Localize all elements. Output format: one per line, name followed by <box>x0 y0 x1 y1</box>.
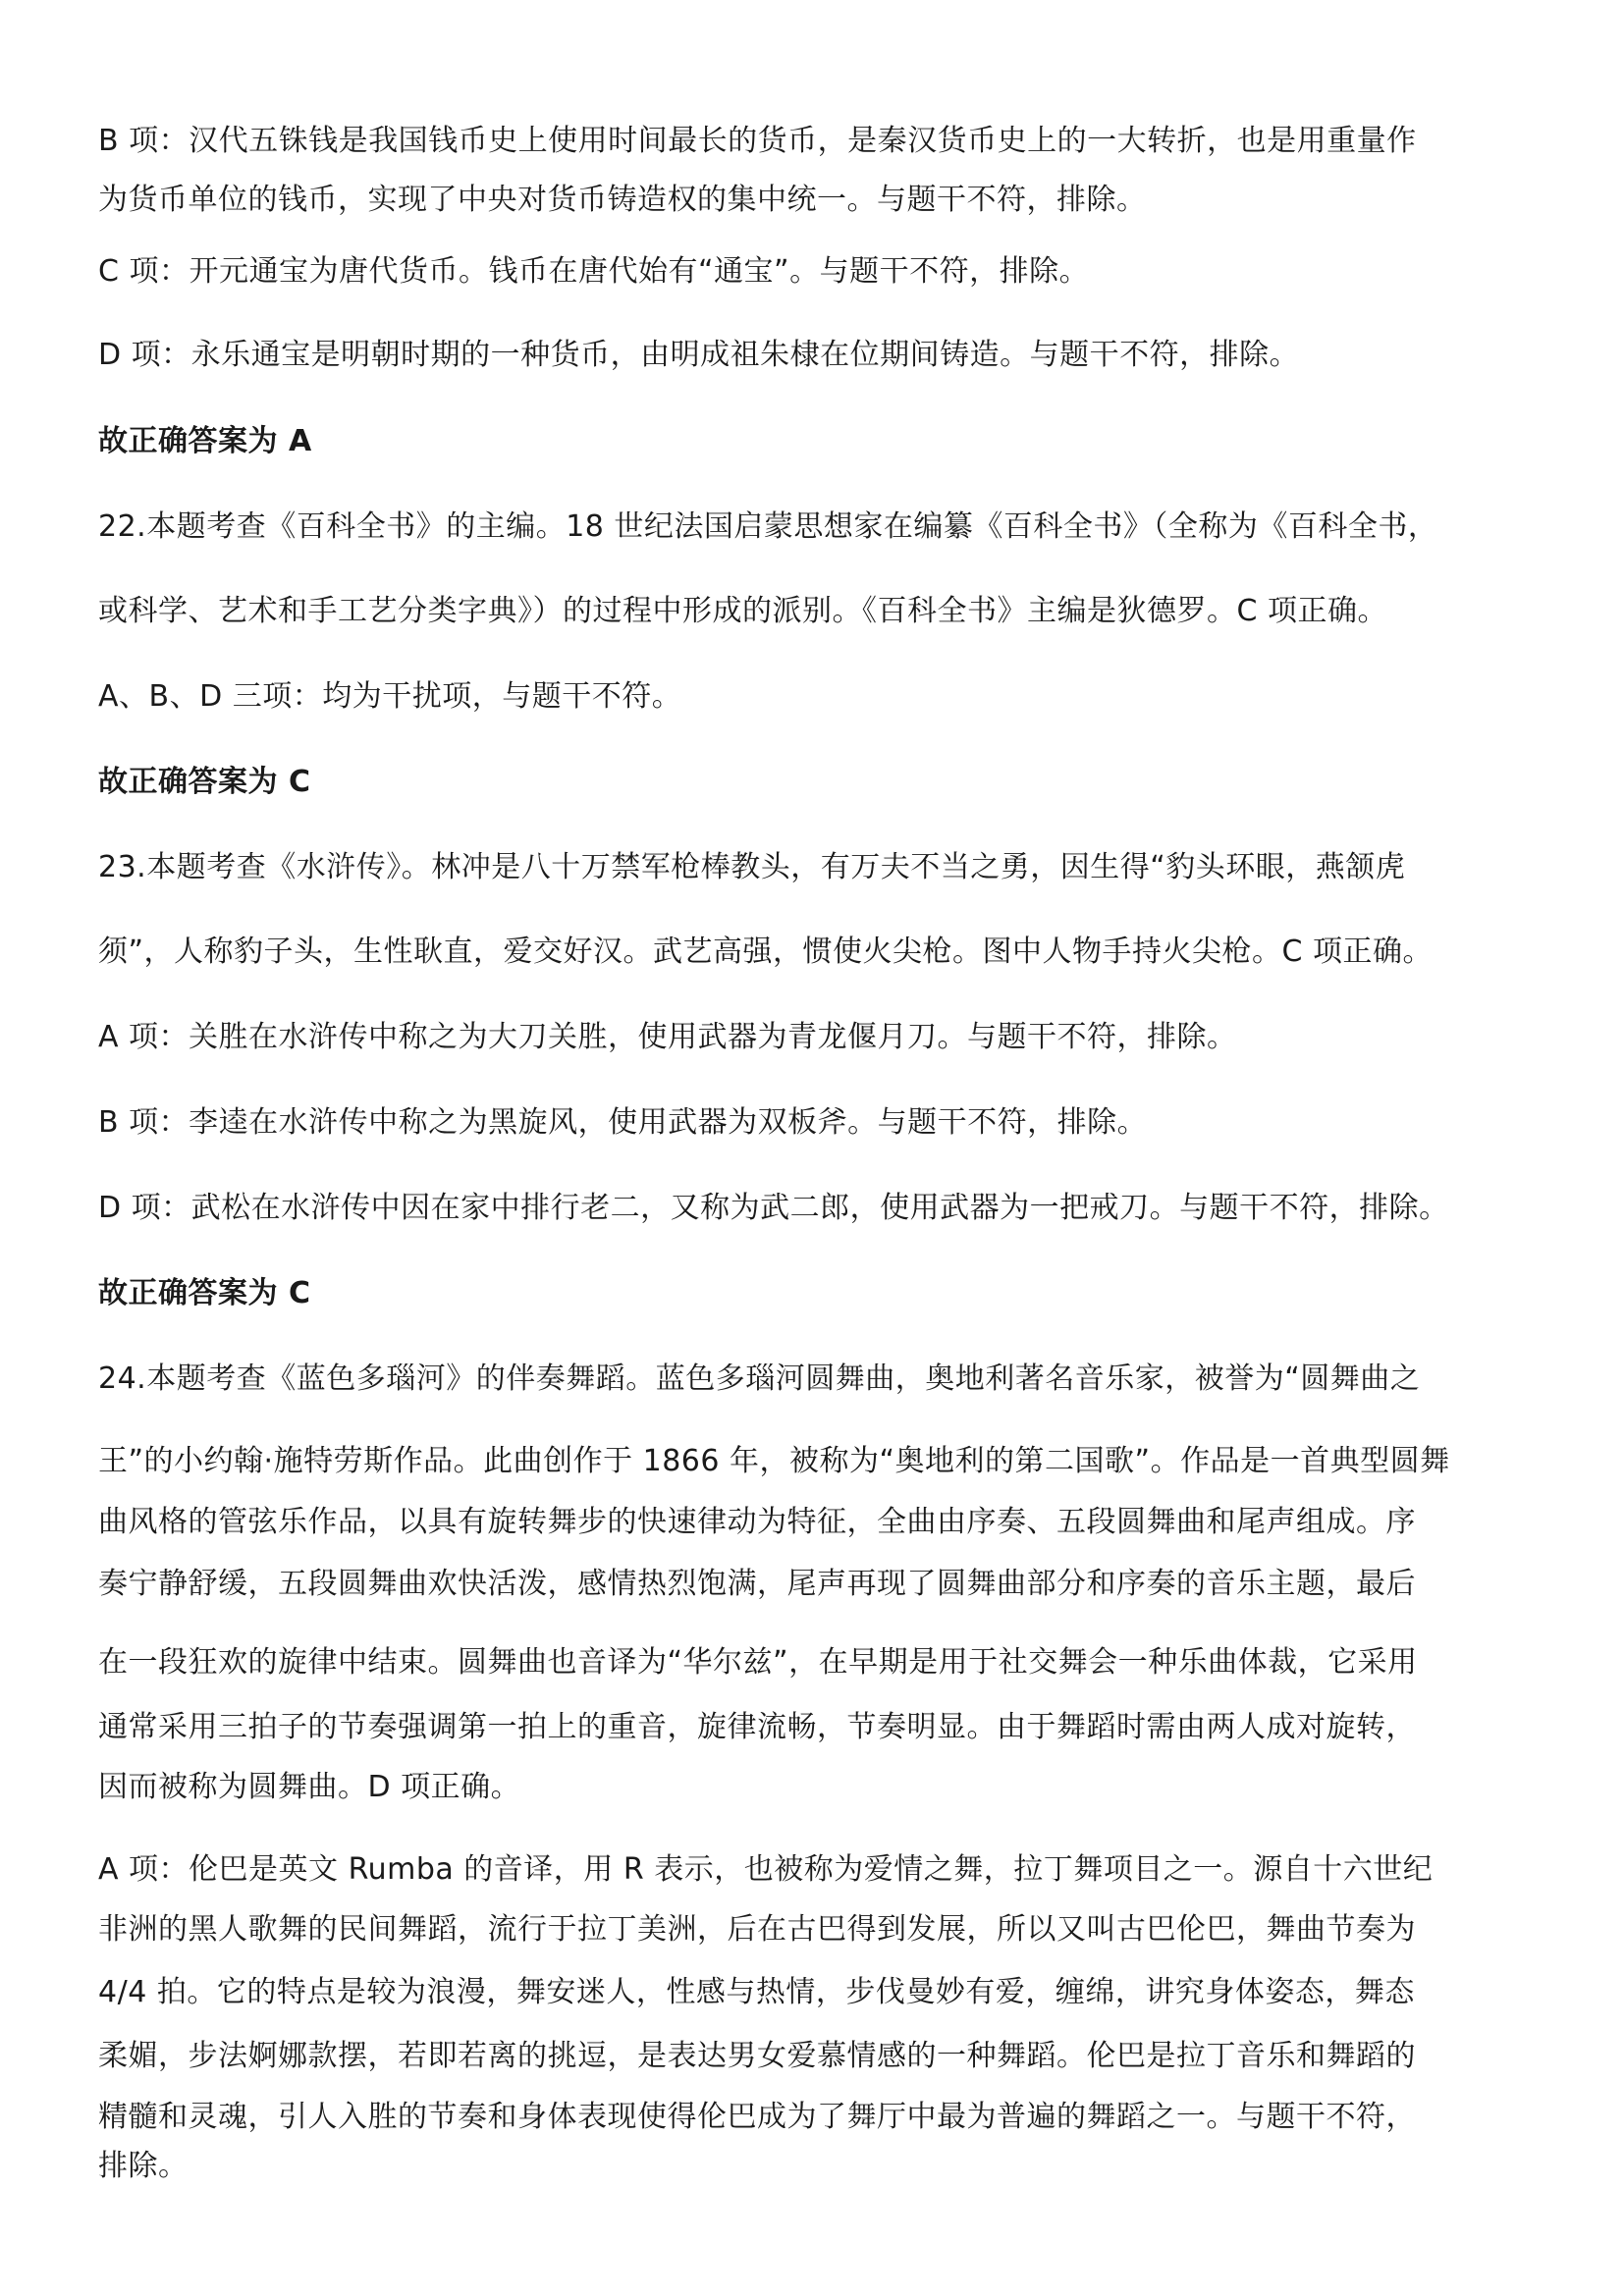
q24-option-a-line-4: 柔媚，步法婀娜款摆，若即若离的挑逗，是表达男女爱慕情感的一种舞蹈。伦巴是拉丁音乐和舞蹈的 <box>98 2039 1416 2073</box>
q21-option-d: D 项：永乐通宝是明朝时期的一种货币，由明成祖朱棣在位期间铸造。与题干不符，排除。 <box>98 338 1300 372</box>
q24-option-a-line-5: 精髓和灵魂，引人入胜的节奏和身体表现使得伦巴成为了舞厅中最为普遍的舞蹈之一。与题干不符， <box>98 2100 1416 2134</box>
q22-other-options: A、B、D 三项：均为干扰项，与题干不符。 <box>98 679 682 714</box>
q21-answer: 故正确答案为 A <box>98 424 312 458</box>
q24-option-a-line-6: 排除。 <box>98 2149 189 2183</box>
q24-body-line-6: 通常采用三拍子的节奏强调第一拍上的重音，旋律流畅，节奏明显。由于舞蹈时需由两人成对旋转， <box>98 1710 1416 1744</box>
q24-body-line-7: 因而被称为圆舞曲。D 项正确。 <box>98 1770 521 1804</box>
q24-body-line-4: 奏宁静舒缓，五段圆舞曲欢快活泼，感情热烈饱满，尾声再现了圆舞曲部分和序奏的音乐主题，最后 <box>98 1567 1416 1601</box>
q24-body-line-5: 在一段狂欢的旋律中结束。圆舞曲也音译为“华尔兹”，在早期是用于社交舞会一种乐曲体裁，它采用 <box>98 1645 1418 1680</box>
q23-answer: 故正确答案为 C <box>98 1276 311 1310</box>
q24-option-a-line-3: 4/4 拍。它的特点是较为浪漫，舞安迷人，性感与热情，步伐曼妙有爱，缠绵，讲究身体姿态，舞态 <box>98 1975 1415 2009</box>
q23-body-line-1: 23.本题考查《水浒传》。林冲是八十万禁军枪棒教头，有万夫不当之勇，因生得“豹头环眼，燕颔虎 <box>98 850 1406 884</box>
q22-body-line-1: 22.本题考查《百科全书》的主编。18 世纪法国启蒙思想家在编纂《百科全书》（全称为《百科全书， <box>98 509 1438 544</box>
q24-body-line-3: 曲风格的管弦乐作品，以具有旋转舞步的快速律动为特征，全曲由序奏、五段圆舞曲和尾声组成。序 <box>98 1505 1416 1539</box>
q24-option-a-line-1: A 项：伦巴是英文 Rumba 的音译，用 R 表示，也被称为爱情之舞，拉丁舞项目之一。源自十六世纪 <box>98 1852 1434 1887</box>
q21-option-b-line-2: 为货币单位的钱币，实现了中央对货币铸造权的集中统一。与题干不符，排除。 <box>98 183 1147 217</box>
q23-option-a: A 项：关胜在水浒传中称之为大刀关胜，使用武器为青龙偃月刀。与题干不符，排除。 <box>98 1020 1237 1054</box>
q21-option-b-line-1: B 项：汉代五铢钱是我国钱币史上使用时间最长的货币，是秦汉货币史上的一大转折，也是用重量作 <box>98 124 1417 158</box>
q23-option-b: B 项：李逵在水浒传中称之为黑旋风，使用武器为双板斧。与题干不符，排除。 <box>98 1105 1148 1140</box>
q23-body-line-2: 须”，人称豹子头，生性耿直，爱交好汉。武艺高强，惯使火尖枪。图中人物手持火尖枪。C 项正确。 <box>98 934 1434 969</box>
q22-answer: 故正确答案为 C <box>98 765 311 799</box>
q23-option-d: D 项：武松在水浒传中因在家中排行老二，又称为武二郎，使用武器为一把戒刀。与题干不符，排除。 <box>98 1191 1449 1225</box>
q24-option-a-line-2: 非洲的黑人歌舞的民间舞蹈，流行于拉丁美洲，后在古巴得到发展，所以又叫古巴伦巴，舞曲节奏为 <box>98 1912 1416 1947</box>
q22-body-line-2: 或科学、艺术和手工艺分类字典》）的过程中形成的派别。《百科全书》主编是狄德罗。C 项正确。 <box>98 594 1387 628</box>
q24-body-line-2: 王”的小约翰·施特劳斯作品。此曲创作于 1866 年，被称为“奥地利的第二国歌”。作品是一首典型圆舞 <box>98 1444 1450 1478</box>
q24-body-line-1: 24.本题考查《蓝色多瑙河》的伴奏舞蹈。蓝色多瑙河圆舞曲，奥地利著名音乐家，被誉为“圆舞曲之 <box>98 1362 1421 1396</box>
q21-option-c: C 项：开元通宝为唐代货币。钱币在唐代始有“通宝”。与题干不符，排除。 <box>98 254 1090 289</box>
